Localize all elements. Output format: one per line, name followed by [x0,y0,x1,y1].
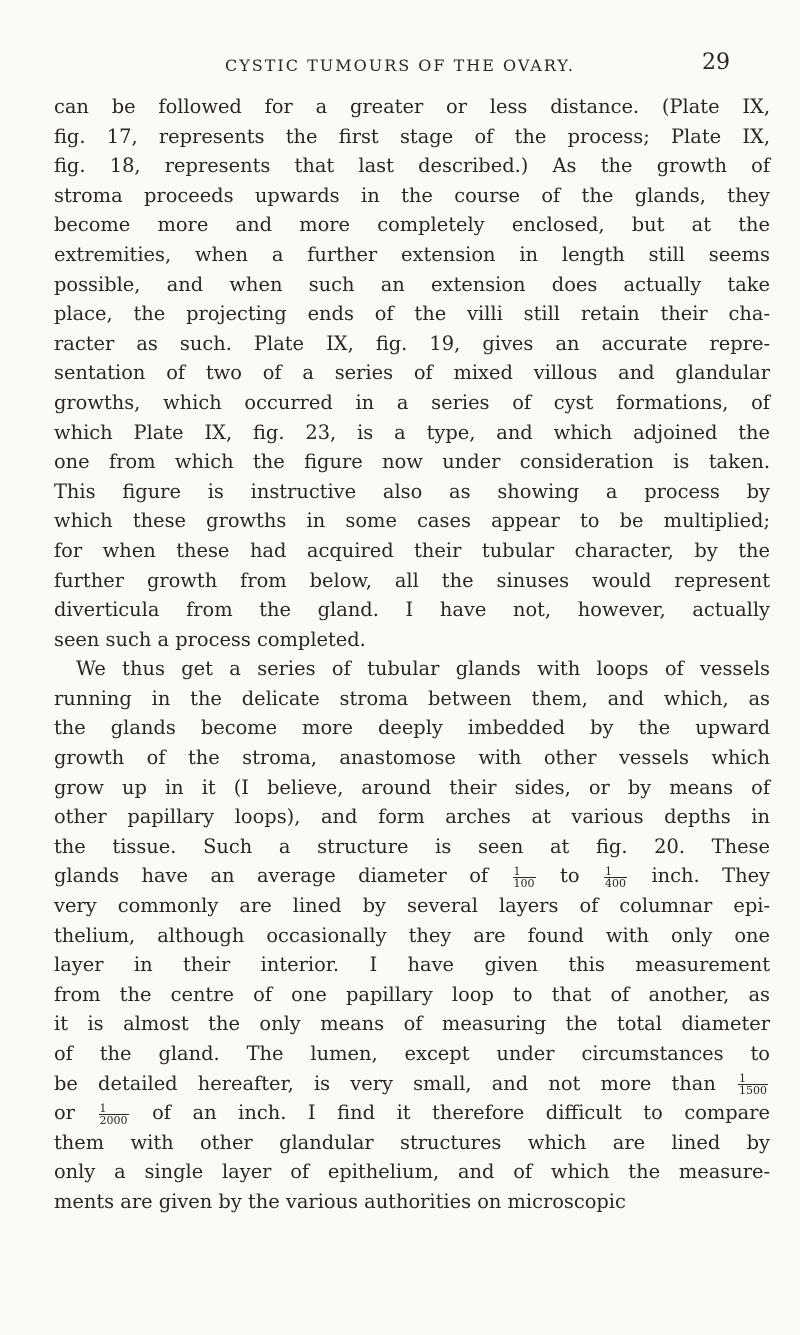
text-line: them with other glandular structures which are lined by [54,1130,770,1154]
fraction-one-two-thousandth [99,1103,129,1126]
text-line-with-fraction [54,1098,770,1128]
text-line: fig. 17, represents the first stage of the process; Plate IX, [54,124,770,148]
fraction-one-hundredth [513,866,536,889]
text-line: which these growths in some cases appear to be multiplied; [54,509,770,533]
text-line: for when these had acquired their tubular character, by the [54,538,770,562]
text-line: become more and more completely enclosed, but at the [54,213,770,237]
fraction-denominator: 2000 [99,1113,128,1127]
fraction-denominator: 1500 [739,1084,768,1098]
text-run: or [54,1101,75,1125]
text-line: which Plate IX, fig. 23, is a type, and which adjoined the [54,420,770,444]
text-line: We thus get a series of tubular glands with loops of vessels [76,657,770,681]
fraction-denominator: 400 [604,876,626,890]
text-line: layer in their interior. I have given this measurement [54,953,770,977]
running-title: CYSTIC TUMOURS OF THE OVARY. [224,56,575,75]
fraction-numerator: 1 [513,866,536,878]
text-run: be detailed hereafter, is very small, and not more than [54,1071,716,1095]
text-line: other papillary loops), and form arches at various depths in [54,805,770,829]
fraction-numerator: 1 [99,1103,129,1115]
text-line-with-fraction [54,1069,770,1099]
text-line: the tissue. Such a structure is seen at fig. 20. These [54,834,770,858]
text-run: of an inch. I find it therefore difficult to compare [152,1101,770,1125]
fraction-denominator: 100 [513,876,535,890]
text-line: running in the delicate stroma between them, and which, as [54,686,770,710]
fraction-one-four-hundredth [604,866,627,889]
text-line-with-fractions [54,861,770,891]
text-line: thelium, although occasionally they are found with only one [54,923,770,947]
text-line: grow up in it (I believe, around their sides, or by means of [54,775,770,799]
text-line: very commonly are lined by several layers of columnar epi- [54,894,770,918]
text-line: from the centre of one papillary loop to that of another, as [54,982,770,1006]
text-line: place, the projecting ends of the villi still retain their cha- [54,302,770,326]
text-line: one from which the figure now under consideration is taken. [54,450,770,474]
text-line: extremities, when a further extension in length still seems [54,242,770,266]
text-line: growths, which occurred in a series of cyst formations, of [54,390,770,414]
text-line: sentation of two of a series of mixed villous and glandular [54,361,770,385]
text-line: racter as such. Plate IX, fig. 19, gives an accurate repre- [54,331,770,355]
text-line: further growth from below, all the sinuses would represent [54,568,770,592]
text-line: can be followed for a greater or less distance. (Plate IX, [54,95,770,118]
text-line: stroma proceeds upwards in the course of the glands, they [54,183,770,207]
text-line: it is almost the only means of measuring the total diameter [54,1012,770,1036]
text-run: to [560,864,580,888]
text-run: inch. They [651,864,770,888]
page-header [56,50,744,82]
fraction-numerator: 1 [604,866,627,878]
text-run: glands have an average diameter of [54,864,489,888]
text-line: seen such a process completed. [54,627,366,651]
body-text [54,92,770,1217]
text-line: possible, and when such an extension does actually take [54,272,770,296]
page-number: 29 [702,50,730,75]
text-line: the glands become more deeply imbedded by the upward [54,716,770,740]
text-line: only a single layer of epithelium, and of which the measure- [54,1160,770,1184]
text-line: growth of the stroma, anastomose with other vessels which [54,746,770,770]
fraction-one-fifteen-hundredth [738,1073,768,1096]
text-line: of the gland. The lumen, except under circumstances to [54,1042,770,1065]
fraction-numerator: 1 [738,1073,768,1085]
text-line: This figure is instructive also as showing a process by [54,479,770,503]
text-line: diverticula from the gland. I have not, however, actually [54,598,770,622]
text-line: fig. 18, represents that last described.) As the growth of [54,154,770,178]
text-line: ments are given by the various authorities on microscopic [54,1189,626,1213]
